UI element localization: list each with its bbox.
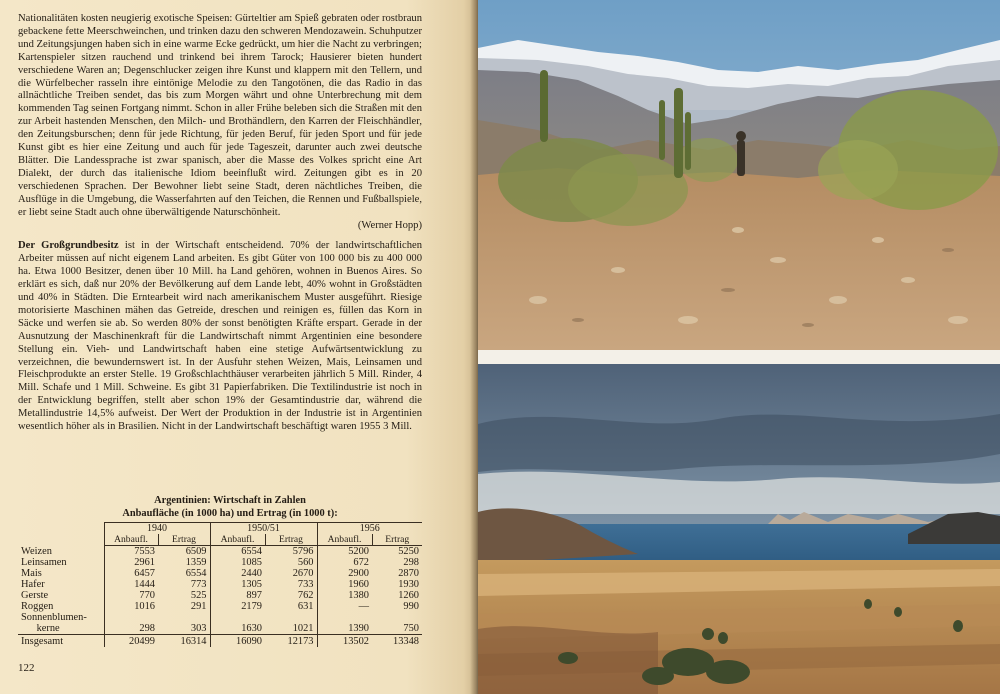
body-text: ist in der Wirtschaft entscheidend. 70% der landwirtschaftlichen Arbeiter müssen auf nicht eigenem Land arbeiten. Es gibt Güter von 100 000 bis zu 400 000 ha. Etwa 1000 Besitzer, denen über 10 Mill. ha Land gehören, wohnen in Buenos Aires. So erklärt es sich, daß nur 20% der Bevölkerung auf dem Lande lebt, 40% wohnt in Großstädten und 40% in Städten. Die Erntearbeit wird nach amerikanischem Muster ausgeführt. Riesige motorisierte Maschinen mähen das Getreide, dreschen und reinigen es, füllen das Korn in Säcke und werfen sie ab. So werden 80% der sonst benötigten Kräfte erspart. Gerade in der Ausnutzung der Maschinenkraft für die Landwirtschaft nimmt Argentinien eine besondere Stellung ein. Vieh- und Landwirtschaft haben eine stetige Aufwärtsentwicklung zu verzeichnen, die bewundernswert ist. In der Ausfuhr stehen Weizen, Mais, Leinsamen und Fleischprodukte an erster Stelle. 19 Großschlachthäuser verarbeiten jährlich 5 Mill. Rinder, 4 Mill. Schafe und 1 Mill. Schweine. Es gibt 31 Papierfabriken. Die Textilindustrie ist noch in der Entwicklung begriffen, stellt aber schon 19% der Gesamtindustrie dar, während die Metallindustrie 14,5% aufweist. Der Wert der Produktion in der Industrie ist in Argentinien wesentlich höher als in Brasilien. Nicht in der Landwirtschaft beschäftigt waren 1955 3 Mill.: [18, 240, 423, 433]
table-cell: —: [317, 601, 372, 612]
table-cell: 1260: [398, 590, 419, 601]
table-cell: 990: [403, 601, 419, 612]
table-cell: 6509: [185, 546, 207, 557]
table-cell: 13502: [317, 635, 372, 648]
table-cell: 1380: [317, 590, 372, 601]
column-header: Anbaufl.: [104, 534, 158, 546]
row-label: Hafer: [21, 579, 45, 590]
table-cell: 13348: [372, 635, 422, 648]
table-body: [18, 546, 422, 648]
table-cell: 6554: [210, 546, 265, 558]
row-label: Weizen: [21, 545, 52, 557]
table-cell: 303: [190, 623, 207, 634]
table-year: 1950/51: [210, 523, 317, 535]
row-label: Sonnenblumen- kerne: [21, 612, 87, 634]
table-row: [18, 557, 422, 568]
table-row: [18, 568, 422, 579]
table-cell: 2440: [210, 568, 265, 579]
row-label: Insgesamt: [18, 635, 104, 648]
table-cell: 16314: [158, 635, 210, 648]
table-year: 1940: [104, 523, 210, 535]
table-cell: 5200: [317, 546, 372, 558]
column-header: Ertrag: [265, 534, 317, 546]
table-cell: 2670: [292, 568, 314, 579]
table-cell: 5250: [398, 546, 419, 557]
table-cell: 525: [190, 590, 207, 601]
table-cell: 1630: [210, 612, 265, 635]
table-cell: 20499: [104, 635, 158, 648]
table-subtitle: Anbaufläche (in 1000 ha) und Ertrag (in 1000 t):: [122, 508, 338, 519]
table-header-row: [18, 534, 422, 546]
quote-paragraph: Nationalitäten kosten neugierig exotische Speisen: Gürteltier am Spieß gebraten oder rostbraun gebackene fette Meerschweinchen, und trinken dazu den schweren Mendozawein. Schuhputzer und Zeitungsjungen haben sich in eine warme Ecke gedrückt, um hier die Nacht zu verbringen; Kartenspieler sitzen rauchend und trinkend bei ihrem Tarock; Hausierer bieten hundert verschiedene Waren an; Degenschlucker zeigen ihre Kunst und klappern mit den Tellern, und die Würfelbecher rasseln ihre eintönige Melodie zu den Tangotönen, die das Radio in das allnächtliche Treiben sendet, das bis zum Morgen währt und ohne Unterbrechung mit dem kommenden Tag seinen Fortgang nimmt. Schon in aller Frühe beleben sich die Straßen mit den zur Arbeit hastenden Menschen, den Milch- und Brothändlern, den Karren der Fleischhändler, den Zeitungsburschen; denn für jede Richtung, für jeden Beruf, für jeden Sport und für jede Kunst gibt es hier eine Zeitung und auch für jede Tageszeit, darunter auch zwei deutsche Blätter. Die Landessprache ist zwar spanisch, aber die Masse des Volkes spricht eine Art Dialekt, der durch das italienische Idiom beeinflußt wird. Zeitungen gibt es in 20 verschiedenen Sprachen. Der Bewohner liebt seine Stadt, deren nächtliches Treiben, die Ausflüge in die Umgebung, die Wasserfahrten auf den Teichen, die Rennen und Fußballspiele, er liebt seine Stadt auch ohne überwältigende Naturschönheit.: [18, 13, 422, 218]
table-year-row: [18, 523, 422, 535]
table-cell: 1960: [317, 579, 372, 590]
column-header: Ertrag: [372, 534, 422, 546]
table-cell: 560: [297, 557, 314, 568]
body-lead: Der Großgrundbesitz: [18, 240, 119, 252]
table-row: [18, 590, 422, 601]
table-cell: 1085: [210, 557, 265, 568]
row-label: Roggen: [21, 601, 54, 612]
table-cell: 2961: [104, 557, 158, 568]
table-year: 1956: [317, 523, 422, 535]
right-page: [478, 0, 1000, 694]
photo-andes-cactus-landscape: [478, 0, 1000, 350]
table-cell: 1390: [317, 612, 372, 635]
table-cell: 1021: [292, 623, 314, 634]
table-cell: 291: [190, 601, 207, 612]
table-row: [18, 612, 422, 635]
table-cell: 631: [297, 601, 314, 612]
quote-author: (Werner Hopp): [357, 219, 422, 231]
column-header: Anbaufl.: [210, 534, 265, 546]
table-cell: 672: [317, 557, 372, 568]
table-cell: 897: [210, 590, 265, 601]
statistics-table: [18, 522, 422, 647]
row-label-continuation: kerne: [21, 623, 60, 634]
table-cell: 6554: [185, 568, 207, 579]
table-row: [18, 546, 422, 558]
table-cell: 1016: [104, 601, 158, 612]
table-cell: 733: [297, 579, 314, 590]
row-label: Leinsamen: [21, 557, 67, 568]
table-cell: 298: [403, 557, 419, 568]
table-cell: 16090: [210, 635, 265, 648]
table-cell: 7553: [104, 546, 158, 558]
table-row: [18, 601, 422, 612]
table-title: Argentinien: Wirtschaft in Zahlen: [154, 495, 306, 506]
left-page: [0, 0, 478, 694]
table-corner: [18, 523, 104, 535]
page-number: 122: [18, 662, 35, 674]
table-cell: 1444: [104, 579, 158, 590]
row-label: Mais: [21, 568, 42, 579]
photo-lake-plateau-landscape: [478, 364, 1000, 694]
text-column: [18, 13, 422, 434]
table-cell: 762: [297, 590, 314, 601]
table-cell: 2900: [317, 568, 372, 579]
table-cell: 1359: [185, 557, 207, 568]
table-cell: 2179: [210, 601, 265, 612]
body-paragraph: [18, 240, 422, 434]
table-corner: [18, 534, 104, 546]
table-row: [18, 579, 422, 590]
table-cell: 773: [190, 579, 207, 590]
table-cell: 1305: [210, 579, 265, 590]
statistics-table-block: [18, 494, 422, 647]
table-cell: 2870: [398, 568, 419, 579]
quote-block: [18, 13, 422, 232]
table-cell: 12173: [265, 635, 317, 648]
table-cell: 770: [104, 590, 158, 601]
table-cell: 5796: [292, 546, 314, 557]
table-cell: 1930: [398, 579, 419, 590]
column-header: Ertrag: [158, 534, 210, 546]
row-label: Gerste: [21, 590, 49, 601]
table-cell: 750: [403, 623, 419, 634]
column-header: Anbaufl.: [317, 534, 372, 546]
table-total-row: [18, 635, 422, 648]
table-cell: 6457: [104, 568, 158, 579]
table-cell: 298: [104, 612, 158, 635]
